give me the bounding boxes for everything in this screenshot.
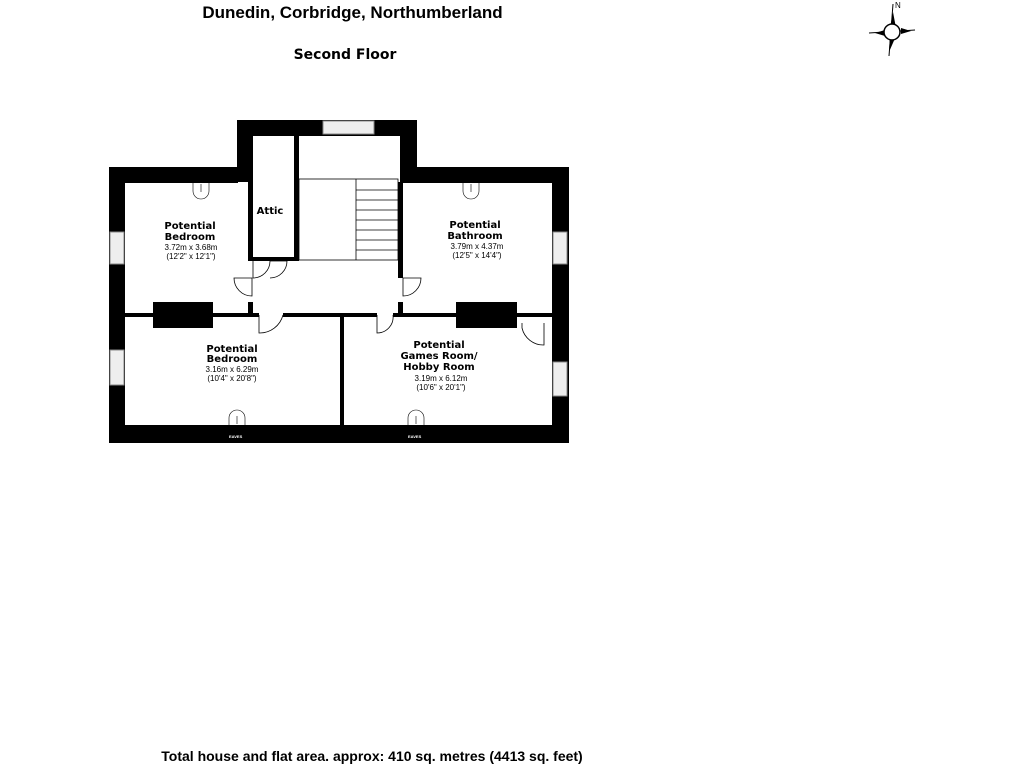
room-dimensions-metric: 3.19m x 6.12m xyxy=(414,374,468,383)
room-dimensions-imperial: (10'6" x 20'1") xyxy=(416,383,466,392)
room-name-line: Bathroom xyxy=(447,231,503,242)
total-area-label: Total house and flat area. approx: 410 sq. metres (4413 sq. feet) xyxy=(161,748,583,764)
room-name-line: Potential xyxy=(449,220,501,231)
room-label-attic xyxy=(257,206,284,217)
room-dimensions-imperial: (10'4" x 20'8") xyxy=(207,374,257,383)
page-title: Dunedin, Corbridge, Northumberland xyxy=(202,3,503,22)
eaves-hatches xyxy=(193,170,479,439)
room-dimensions-metric: 3.72m x 3.68m xyxy=(164,243,218,252)
room-name-line: Hobby Room xyxy=(403,362,475,373)
room-dimensions-imperial: (12'2" x 12'1") xyxy=(166,252,216,261)
window-right-upper xyxy=(553,232,567,264)
floor-label: Second Floor xyxy=(293,47,397,63)
eaves-label: EAVES xyxy=(229,434,243,439)
door-bedroom2 xyxy=(259,315,283,333)
outer-walls xyxy=(109,120,569,443)
window-left-lower xyxy=(110,350,124,385)
room-name-line: Bedroom xyxy=(164,232,216,243)
window-right-lower xyxy=(553,362,567,396)
window-left-upper xyxy=(110,232,124,264)
room-name-line: Bedroom xyxy=(206,354,258,365)
eaves-label: EAVES xyxy=(193,170,207,175)
room-dimensions-imperial: (12'5" x 14'4") xyxy=(452,251,502,260)
window-top xyxy=(323,121,374,134)
door-cupboard xyxy=(522,323,544,345)
staircase xyxy=(299,179,398,260)
compass-north-label: N xyxy=(895,1,901,10)
room-label-games-room xyxy=(400,340,477,392)
room-name-line: Potential xyxy=(206,344,258,355)
eaves-label: EAVES xyxy=(463,170,477,175)
door-attic xyxy=(253,261,270,278)
room-label-bathroom xyxy=(447,220,503,260)
room-name-line: Potential xyxy=(413,340,465,351)
door-bedroom1 xyxy=(234,278,252,296)
room-label-bedroom-1 xyxy=(164,221,217,261)
room-dimensions-metric: 3.79m x 4.37m xyxy=(450,242,504,251)
room-label-bedroom-2 xyxy=(206,344,259,383)
room-name-line: Games Room/ xyxy=(400,351,478,362)
room-dimensions-metric: 3.16m x 6.29m xyxy=(205,365,259,374)
room-name-line: Potential xyxy=(164,221,216,232)
door-games-room xyxy=(377,315,393,333)
eaves-label: EAVES xyxy=(408,434,422,439)
room-name-line: Attic xyxy=(256,206,284,217)
door-bathroom xyxy=(403,278,421,296)
